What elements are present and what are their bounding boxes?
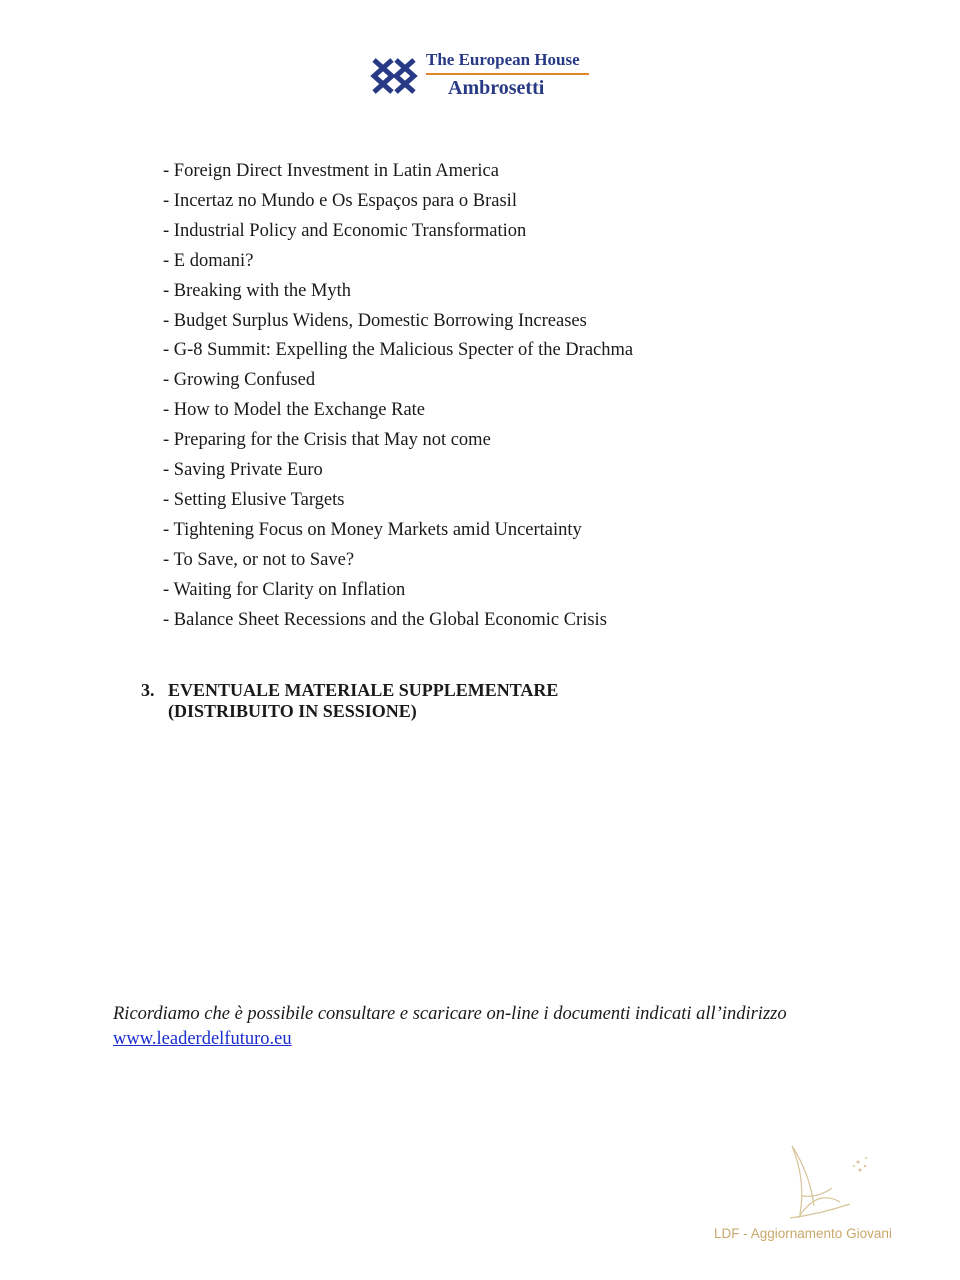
brand-divider — [426, 73, 589, 75]
list-item: - Incertaz no Mundo e Os Espaços para o Brasil — [163, 190, 517, 211]
section-title-line-2: (DISTRIBUITO IN SESSIONE) — [168, 701, 417, 721]
sailboat-icon — [770, 1140, 880, 1220]
footer-label: LDF - Aggiornamento Giovani — [714, 1226, 892, 1241]
online-documents-note — [113, 1002, 787, 1052]
list-item: - Preparing for the Crisis that May not come — [163, 430, 491, 451]
list-item: - Setting Elusive Targets — [163, 489, 345, 510]
reading-list — [163, 157, 633, 636]
list-item: - Balance Sheet Recessions and the Global Economic Crisis — [163, 609, 607, 630]
website-link[interactable]: www.leaderdelfuturo.eu — [113, 1029, 292, 1049]
brand-logo — [370, 50, 600, 102]
brand-line-1: The European House — [426, 50, 580, 69]
list-item: - E domani? — [163, 250, 254, 271]
list-item: - Growing Confused — [163, 370, 316, 391]
list-item: - Tightening Focus on Money Markets amid Uncertainty — [163, 519, 582, 540]
list-item: - Waiting for Clarity on Inflation — [163, 579, 406, 600]
brand-line-2: Ambrosetti — [448, 77, 545, 99]
list-item: - Saving Private Euro — [163, 460, 323, 481]
section-title — [168, 680, 558, 722]
list-item: - How to Model the Exchange Rate — [163, 400, 426, 421]
list-item: - Foreign Direct Investment in Latin America — [163, 161, 499, 181]
list-item: - Budget Surplus Widens, Domestic Borrowing Increases — [163, 310, 587, 331]
list-item: - Industrial Policy and Economic Transformation — [163, 220, 527, 241]
note-text: Ricordiamo che è possibile consultare e scaricare on-line i documenti indicati all’indirizzo — [113, 1004, 787, 1024]
ambrosetti-logo-icon — [370, 54, 418, 98]
list-item: - G-8 Summit: Expelling the Malicious Specter of the Drachma — [163, 340, 634, 361]
list-item: - To Save, or not to Save? — [163, 549, 355, 570]
list-item: - Breaking with the Myth — [163, 280, 352, 301]
section-number: 3. — [141, 680, 155, 700]
section-title-line-1: EVENTUALE MATERIALE SUPPLEMENTARE — [168, 680, 559, 700]
